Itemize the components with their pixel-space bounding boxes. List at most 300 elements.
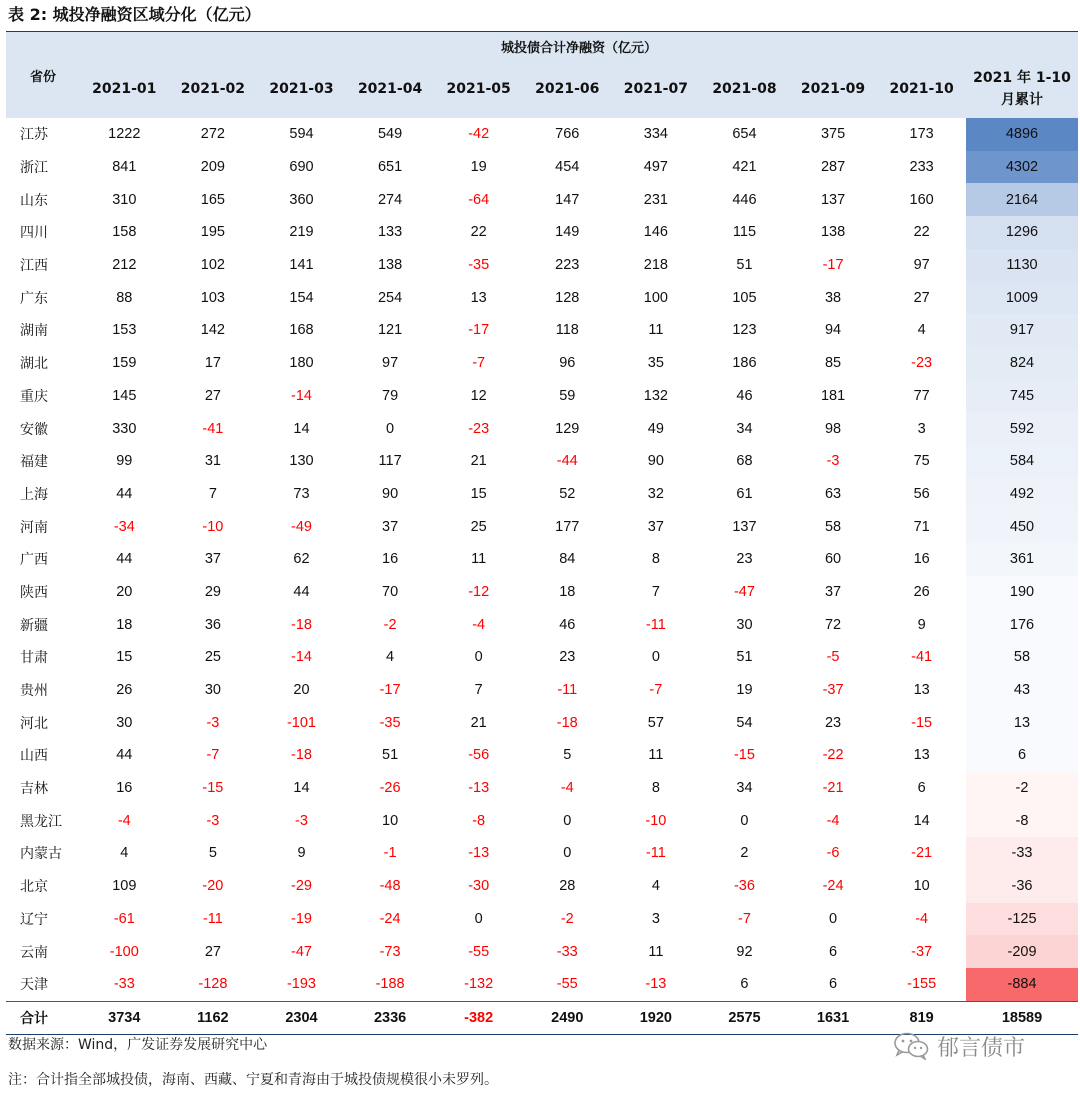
province-cell: 江西	[20, 258, 48, 275]
province-cell: 广东	[20, 290, 48, 307]
cumulative-cell: -33	[966, 837, 1078, 870]
value-cell: -7	[649, 682, 663, 699]
value-cell: 147	[555, 191, 580, 208]
value-cell: 4	[386, 649, 395, 666]
table-body	[6, 118, 1078, 1035]
value-cell: 0	[474, 910, 483, 927]
value-cell: 165	[200, 191, 225, 208]
data-source: 数据来源：Wind，广发证券发展研究中心	[8, 1037, 268, 1053]
value-cell: 31	[204, 453, 221, 470]
value-cell: 46	[559, 616, 576, 633]
value-cell: 841	[112, 159, 137, 176]
value-cell: 49	[647, 420, 664, 437]
value-cell: 59	[559, 387, 576, 404]
value-cell: 18	[559, 583, 576, 600]
header-months-row	[6, 60, 1078, 118]
value-cell: 7	[474, 682, 483, 699]
table-title: 表 2: 城投净融资区域分化（亿元）	[8, 5, 261, 24]
cumulative-cell: 592	[966, 412, 1078, 445]
province-cell: 新疆	[20, 617, 48, 634]
province-cell: 山东	[20, 192, 48, 209]
value-cell: 233	[909, 159, 934, 176]
value-cell: 79	[382, 387, 399, 404]
value-cell: -17	[379, 682, 401, 699]
value-cell: 141	[289, 257, 314, 274]
value-cell: 330	[112, 420, 137, 437]
value-cell: 44	[116, 551, 133, 568]
total-value-cell: 1920	[612, 1001, 701, 1035]
value-cell: -22	[822, 747, 844, 764]
value-cell: -26	[379, 780, 401, 797]
cumulative-cell: 1009	[966, 281, 1078, 314]
value-cell: 594	[289, 126, 314, 143]
total-value-cell: 2575	[700, 1001, 789, 1035]
value-cell: -23	[911, 355, 933, 372]
value-cell: 375	[820, 126, 846, 143]
value-cell: -24	[822, 878, 844, 895]
value-cell: 51	[736, 649, 753, 666]
footnote: 注：合计指全部城投债，海南、西藏、宁夏和青海由于城投债规模很小未罗列。	[8, 1072, 498, 1088]
header-group: 城投债合计净融资（亿元）	[80, 32, 1078, 61]
value-cell: -73	[379, 943, 401, 960]
table-row	[6, 903, 1078, 936]
value-cell: 98	[824, 420, 842, 437]
table-row	[6, 249, 1078, 282]
value-cell: -17	[468, 322, 490, 339]
value-cell: -17	[822, 257, 844, 274]
value-cell: 121	[377, 322, 403, 339]
value-cell: 6	[740, 976, 749, 993]
value-cell: 160	[909, 191, 934, 208]
total-value-cell: 3734	[80, 1001, 169, 1035]
value-cell: -23	[468, 420, 490, 437]
value-cell: 54	[736, 714, 753, 731]
value-cell: 22	[913, 224, 930, 241]
value-cell: 7	[651, 583, 660, 600]
value-cell: 14	[913, 812, 930, 829]
value-cell: 94	[824, 322, 842, 339]
header-month: 2021-04	[346, 60, 435, 118]
value-cell: 549	[377, 126, 403, 143]
value-cell: -11	[202, 910, 223, 927]
value-cell: 90	[647, 453, 664, 470]
value-cell: 3	[651, 910, 660, 927]
value-cell: 52	[559, 485, 576, 502]
value-cell: 27	[204, 387, 221, 404]
header-month: 2021-09	[789, 60, 878, 118]
value-cell: 35	[647, 355, 664, 372]
value-cell: -7	[738, 910, 751, 927]
total-value-cell: 819	[877, 1001, 966, 1035]
value-cell: -10	[202, 518, 224, 535]
total-value-cell: 2304	[257, 1001, 346, 1035]
value-cell: -13	[468, 780, 490, 797]
value-cell: -15	[733, 747, 755, 764]
value-cell: 173	[909, 126, 934, 143]
province-cell: 湖南	[20, 323, 48, 340]
value-cell: -4	[472, 616, 486, 633]
table-row	[6, 543, 1078, 576]
value-cell: 7	[208, 485, 217, 502]
value-cell: 274	[377, 191, 403, 208]
value-cell: 128	[555, 289, 580, 306]
value-cell: 6	[829, 943, 838, 960]
value-cell: 209	[200, 159, 225, 176]
value-cell: 97	[913, 257, 930, 274]
cumulative-cell: 1130	[966, 249, 1078, 282]
value-cell: -21	[822, 780, 844, 797]
province-cell: 贵州	[20, 683, 48, 700]
value-cell: -61	[113, 910, 135, 927]
value-cell: 57	[647, 714, 664, 731]
table-row	[6, 576, 1078, 609]
value-cell: -55	[556, 976, 578, 993]
value-cell: 360	[289, 191, 314, 208]
value-cell: -48	[379, 878, 401, 895]
value-cell: 4	[917, 322, 926, 339]
value-cell: 153	[112, 322, 137, 339]
table-row	[6, 380, 1078, 413]
value-cell: -4	[560, 780, 574, 797]
value-cell: 118	[555, 322, 579, 339]
table-row	[6, 445, 1078, 478]
wechat-icon	[893, 1032, 929, 1060]
value-cell: -44	[556, 453, 578, 470]
value-cell: 17	[204, 355, 221, 372]
value-cell: -15	[911, 714, 933, 731]
value-cell: -132	[464, 976, 494, 993]
value-cell: 254	[377, 289, 403, 306]
value-cell: 30	[736, 616, 753, 633]
value-cell: 158	[112, 224, 137, 241]
value-cell: 130	[289, 453, 314, 470]
value-cell: 149	[555, 224, 580, 241]
value-cell: 97	[382, 355, 399, 372]
value-cell: 231	[643, 191, 668, 208]
value-cell: -101	[286, 714, 316, 731]
province-cell: 吉林	[20, 781, 48, 798]
province-cell: 河北	[20, 715, 48, 732]
cumulative-cell: 4302	[966, 151, 1078, 184]
value-cell: 46	[736, 387, 753, 404]
net-financing-table	[6, 31, 1078, 1035]
value-cell: 58	[824, 518, 842, 535]
table-row	[6, 641, 1078, 674]
value-cell: 272	[200, 126, 225, 143]
value-cell: -47	[733, 583, 755, 600]
value-cell: 0	[740, 812, 749, 829]
value-cell: 334	[643, 126, 668, 143]
value-cell: 23	[736, 551, 753, 568]
table-row	[6, 674, 1078, 707]
value-cell: 63	[824, 485, 842, 502]
value-cell: 132	[643, 387, 668, 404]
value-cell: -33	[113, 976, 135, 993]
province-cell: 陕西	[20, 584, 48, 601]
value-cell: 4	[651, 878, 660, 895]
value-cell: -13	[645, 976, 667, 993]
value-cell: -14	[291, 387, 312, 404]
value-cell: 6	[917, 780, 926, 797]
value-cell: 22	[470, 224, 487, 241]
value-cell: -18	[291, 747, 312, 764]
value-cell: 102	[200, 257, 225, 274]
cumulative-cell: 745	[966, 380, 1078, 413]
value-cell: -3	[206, 714, 220, 731]
value-cell: 99	[116, 453, 133, 470]
province-cell: 上海	[20, 486, 48, 503]
value-cell: 5	[563, 747, 572, 764]
province-cell: 四川	[20, 225, 48, 242]
total-value-cell: 2336	[346, 1001, 435, 1035]
value-cell: -35	[379, 714, 401, 731]
table-row	[6, 968, 1078, 1001]
province-cell: 山西	[20, 748, 48, 765]
cumulative-cell: 492	[966, 478, 1078, 511]
value-cell: -3	[295, 812, 308, 829]
value-cell: 15	[470, 485, 487, 502]
cumulative-cell: 190	[966, 576, 1078, 609]
value-cell: 44	[116, 485, 133, 502]
value-cell: 34	[736, 780, 753, 797]
cumulative-cell: -2	[966, 772, 1078, 805]
value-cell: 37	[204, 551, 221, 568]
table-row	[6, 183, 1078, 216]
value-cell: 142	[200, 322, 225, 339]
value-cell: 13	[470, 289, 487, 306]
value-cell: 123	[732, 322, 757, 339]
value-cell: -11	[557, 682, 578, 699]
value-cell: 38	[824, 289, 842, 306]
province-cell: 重庆	[20, 388, 48, 405]
value-cell: -56	[468, 747, 490, 764]
value-cell: -41	[911, 649, 933, 666]
value-cell: 6	[829, 976, 838, 993]
value-cell: 10	[913, 878, 930, 895]
value-cell: -42	[468, 126, 490, 143]
province-cell: 辽宁	[20, 911, 48, 928]
value-cell: 23	[559, 649, 576, 666]
value-cell: 1222	[108, 126, 141, 143]
value-cell: -30	[468, 878, 490, 895]
value-cell: 20	[116, 583, 133, 600]
value-cell: -20	[202, 878, 224, 895]
value-cell: -29	[291, 878, 312, 895]
value-cell: 11	[471, 551, 487, 568]
cumulative-cell: 176	[966, 608, 1078, 641]
value-cell: -24	[379, 910, 401, 927]
value-cell: -11	[645, 845, 666, 862]
value-cell: 26	[116, 682, 133, 699]
value-cell: 28	[559, 878, 576, 895]
value-cell: -13	[468, 845, 490, 862]
total-value-cell: 1162	[169, 1001, 258, 1035]
value-cell: 180	[289, 355, 314, 372]
value-cell: 129	[555, 420, 580, 437]
value-cell: -100	[109, 943, 139, 960]
cumulative-cell: -8	[966, 804, 1078, 837]
value-cell: 11	[648, 747, 664, 764]
value-cell: 0	[829, 910, 838, 927]
table-row	[6, 608, 1078, 641]
cumulative-cell: -884	[966, 968, 1078, 1001]
value-cell: 44	[293, 583, 310, 600]
value-cell: 37	[824, 583, 842, 600]
value-cell: 446	[732, 191, 757, 208]
value-cell: -12	[468, 583, 490, 600]
value-cell: 115	[732, 224, 757, 241]
cumulative-cell: 13	[966, 706, 1078, 739]
value-cell: 137	[820, 191, 846, 208]
value-cell: -7	[206, 747, 220, 764]
value-cell: 421	[732, 159, 757, 176]
value-cell: 109	[112, 878, 137, 895]
value-cell: 159	[112, 355, 137, 372]
table-row	[6, 412, 1078, 445]
value-cell: 8	[651, 780, 660, 797]
value-cell: -7	[472, 355, 486, 372]
total-value-cell: 1631	[789, 1001, 878, 1035]
value-cell: 0	[386, 420, 395, 437]
value-cell: 219	[289, 224, 314, 241]
cumulative-cell: 824	[966, 347, 1078, 380]
table-row	[6, 706, 1078, 739]
value-cell: 34	[736, 420, 753, 437]
cumulative-cell: 917	[966, 314, 1078, 347]
value-cell: 32	[647, 485, 664, 502]
value-cell: 30	[116, 714, 133, 731]
province-cell: 广西	[20, 552, 48, 569]
value-cell: 90	[382, 485, 399, 502]
value-cell: 454	[555, 159, 580, 176]
province-cell: 河南	[20, 519, 48, 536]
value-cell: 14	[293, 780, 310, 797]
value-cell: 73	[293, 485, 310, 502]
value-cell: 4	[120, 845, 129, 862]
value-cell: 497	[643, 159, 668, 176]
value-cell: 14	[293, 420, 310, 437]
value-cell: -33	[556, 943, 578, 960]
value-cell: 0	[563, 845, 572, 862]
value-cell: 25	[470, 518, 487, 535]
value-cell: 0	[651, 649, 660, 666]
value-cell: 223	[555, 257, 580, 274]
total-value-cell: -382	[434, 1001, 523, 1035]
province-cell: 江苏	[20, 127, 48, 144]
value-cell: 212	[112, 257, 137, 274]
table-row	[6, 281, 1078, 314]
header-month: 2021-05	[434, 60, 523, 118]
value-cell: 29	[204, 583, 221, 600]
value-cell: -10	[645, 812, 667, 829]
value-cell: -4	[826, 812, 840, 829]
table-row	[6, 151, 1078, 184]
value-cell: 105	[732, 289, 757, 306]
cumulative-cell: -36	[966, 870, 1078, 903]
value-cell: 51	[382, 747, 399, 764]
header-province: 省份	[6, 32, 80, 119]
value-cell: 19	[736, 682, 753, 699]
value-cell: 70	[382, 583, 399, 600]
value-cell: 0	[474, 649, 483, 666]
province-cell: 内蒙古	[20, 846, 62, 863]
table-row	[6, 314, 1078, 347]
cumulative-cell: 43	[966, 674, 1078, 707]
value-cell: -8	[472, 812, 486, 829]
table-row	[6, 216, 1078, 249]
value-cell: 186	[732, 355, 757, 372]
value-cell: 11	[648, 322, 664, 339]
value-cell: 13	[913, 747, 930, 764]
value-cell: -188	[375, 976, 405, 993]
value-cell: -193	[286, 976, 316, 993]
value-cell: -3	[206, 812, 220, 829]
value-cell: 37	[647, 518, 664, 535]
province-cell: 福建	[20, 454, 48, 471]
value-cell: -3	[826, 453, 840, 470]
cumulative-cell: 6	[966, 739, 1078, 772]
value-cell: -1	[383, 845, 397, 862]
table-row	[6, 870, 1078, 903]
value-cell: -2	[383, 616, 397, 633]
value-cell: -4	[915, 910, 929, 927]
value-cell: 138	[820, 224, 846, 241]
value-cell: 195	[200, 224, 225, 241]
value-cell: 766	[555, 126, 580, 143]
table-row	[6, 478, 1078, 511]
cumulative-cell: 1296	[966, 216, 1078, 249]
watermark	[893, 1030, 1025, 1062]
header-cumulative: 2021 年 1-10 月累计	[966, 60, 1078, 118]
value-cell: 36	[204, 616, 221, 633]
value-cell: -37	[822, 682, 844, 699]
province-cell: 天津	[20, 977, 48, 994]
value-cell: -14	[291, 649, 312, 666]
value-cell: 92	[736, 943, 753, 960]
province-cell: 浙江	[20, 160, 48, 177]
header-month: 2021-07	[612, 60, 701, 118]
value-cell: 25	[204, 649, 221, 666]
value-cell: 168	[289, 322, 314, 339]
value-cell: 61	[736, 485, 753, 502]
value-cell: 9	[917, 616, 926, 633]
value-cell: 11	[648, 943, 664, 960]
value-cell: 88	[116, 289, 133, 306]
value-cell: 15	[116, 649, 133, 666]
value-cell: 20	[293, 682, 310, 699]
value-cell: 77	[913, 387, 930, 404]
value-cell: -2	[560, 910, 574, 927]
value-cell: 71	[913, 518, 930, 535]
header-month: 2021-10	[877, 60, 966, 118]
header-month: 2021-02	[169, 60, 258, 118]
value-cell: 117	[378, 453, 402, 470]
value-cell: 68	[736, 453, 753, 470]
province-cell: 黑龙江	[20, 813, 62, 830]
value-cell: -18	[556, 714, 578, 731]
cumulative-cell: -125	[966, 903, 1078, 936]
value-cell: -37	[911, 943, 933, 960]
value-cell: 154	[289, 289, 314, 306]
table-row	[6, 347, 1078, 380]
value-cell: 651	[377, 159, 403, 176]
value-cell: -18	[291, 616, 312, 633]
value-cell: -4	[117, 812, 131, 829]
cumulative-cell: 58	[966, 641, 1078, 674]
total-label: 合计	[6, 1001, 80, 1035]
value-cell: 26	[913, 583, 930, 600]
table-row	[6, 772, 1078, 805]
